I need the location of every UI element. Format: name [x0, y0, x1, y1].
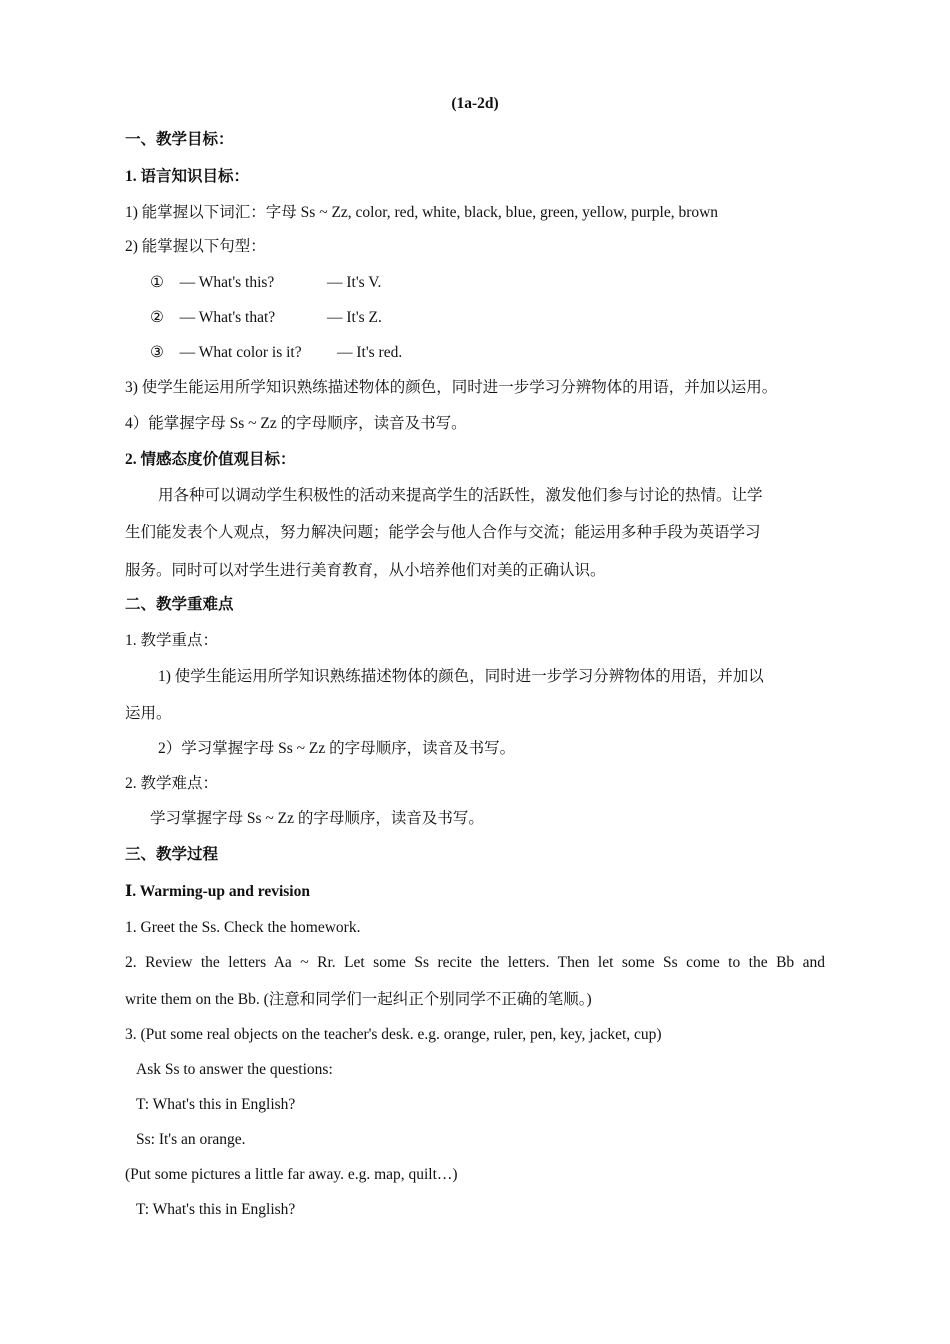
step-3-teacher-2: T: What's this in English? — [136, 1201, 296, 1218]
step-1: 1. Greet the Ss. Check the homework. — [125, 919, 361, 936]
emotion-para-line-1: 用各种可以调动学生积极性的活动来提高学生的活跃性，激发他们参与讨论的热情。让学 — [158, 487, 763, 504]
step-3-ask: Ask Ss to answer the questions: — [136, 1061, 333, 1078]
goal-line-3: 3) 使学生能运用所学知识熟练描述物体的颜色，同时进一步学习分辨物体的用语，并加以运用。 — [125, 379, 778, 396]
goal-line-1: 1) 能掌握以下词汇：字母 Ss ~ Zz, color, red, white, black, blue, green, yellow, purple, brown — [125, 204, 719, 221]
emotion-para-line-3: 服务。同时可以对学生进行美育教育，从小培养他们对美的正确认识。 — [125, 562, 606, 579]
dialog-number: ① — [150, 274, 164, 291]
emotion-goal-heading: 2. 情感态度价值观目标： — [125, 451, 296, 468]
difficulty-heading: 2. 教学难点： — [125, 775, 219, 792]
dialog-row-2 — [150, 308, 275, 328]
emotion-para-line-2: 生们能发表个人观点，努力解决问题；能学会与他人合作与交流；能运用多种手段为英语学习 — [125, 524, 761, 541]
goal-line-2: 2) 能掌握以下句型： — [125, 238, 266, 255]
step-3-teacher-1: T: What's this in English? — [136, 1096, 296, 1113]
goal-line-4: 4）能掌握字母 Ss ~ Zz 的字母顺序，读音及书写。 — [125, 415, 467, 432]
step-heading: Ⅰ. Warming-up and revision — [125, 883, 310, 900]
difficulty-1: 学习掌握字母 Ss ~ Zz 的字母顺序，读音及书写。 — [150, 810, 484, 827]
dialog-number: ② — [150, 309, 164, 326]
language-goal-heading: 1. 语言知识目标： — [125, 168, 250, 185]
dialog-question: — What's this? — [179, 274, 275, 291]
dialog-row-1 — [150, 273, 274, 293]
step-3-students-1: Ss: It's an orange. — [136, 1131, 246, 1148]
section2-heading: 二、教学重难点 — [125, 596, 234, 613]
dialog-answer-1: — It's V. — [327, 274, 382, 291]
key-point-2: 2）学习掌握字母 Ss ~ Zz 的字母顺序，读音及书写。 — [158, 740, 516, 757]
step-2-line-2: write them on the Bb. (注意和同学们一起纠正个别同学不正确的笔顺。) — [125, 991, 592, 1008]
dialog-number: ③ — [150, 344, 164, 361]
key-point-1-line-1: 1) 使学生能运用所学知识熟练描述物体的颜色，同时进一步学习分辨物体的用语，并加以 — [158, 668, 764, 685]
step-3: 3. (Put some real objects on the teacher's desk. e.g. orange, ruler, pen, key, jacket, cup) — [125, 1026, 662, 1043]
dialog-answer-3: — It's red. — [337, 344, 403, 361]
key-points-heading: 1. 教学重点： — [125, 632, 219, 649]
section1-heading: 一、教学目标： — [125, 131, 234, 148]
step-2-line-1: 2. Review the letters Aa ~ Rr. Let some Ss recite the letters. Then let some Ss come to the Bb and — [125, 954, 825, 971]
step-3-note: (Put some pictures a little far away. e.g. map, quilt…) — [125, 1166, 458, 1183]
dialog-question: — What's that? — [179, 309, 276, 326]
dialog-answer-2: — It's Z. — [327, 309, 382, 326]
dialog-row-3 — [150, 343, 302, 363]
section3-heading: 三、教学过程 — [125, 846, 219, 863]
key-point-1-line-2: 运用。 — [125, 705, 172, 722]
document-title: (1a-2d) — [451, 95, 499, 112]
dialog-question: — What color is it? — [179, 344, 302, 361]
